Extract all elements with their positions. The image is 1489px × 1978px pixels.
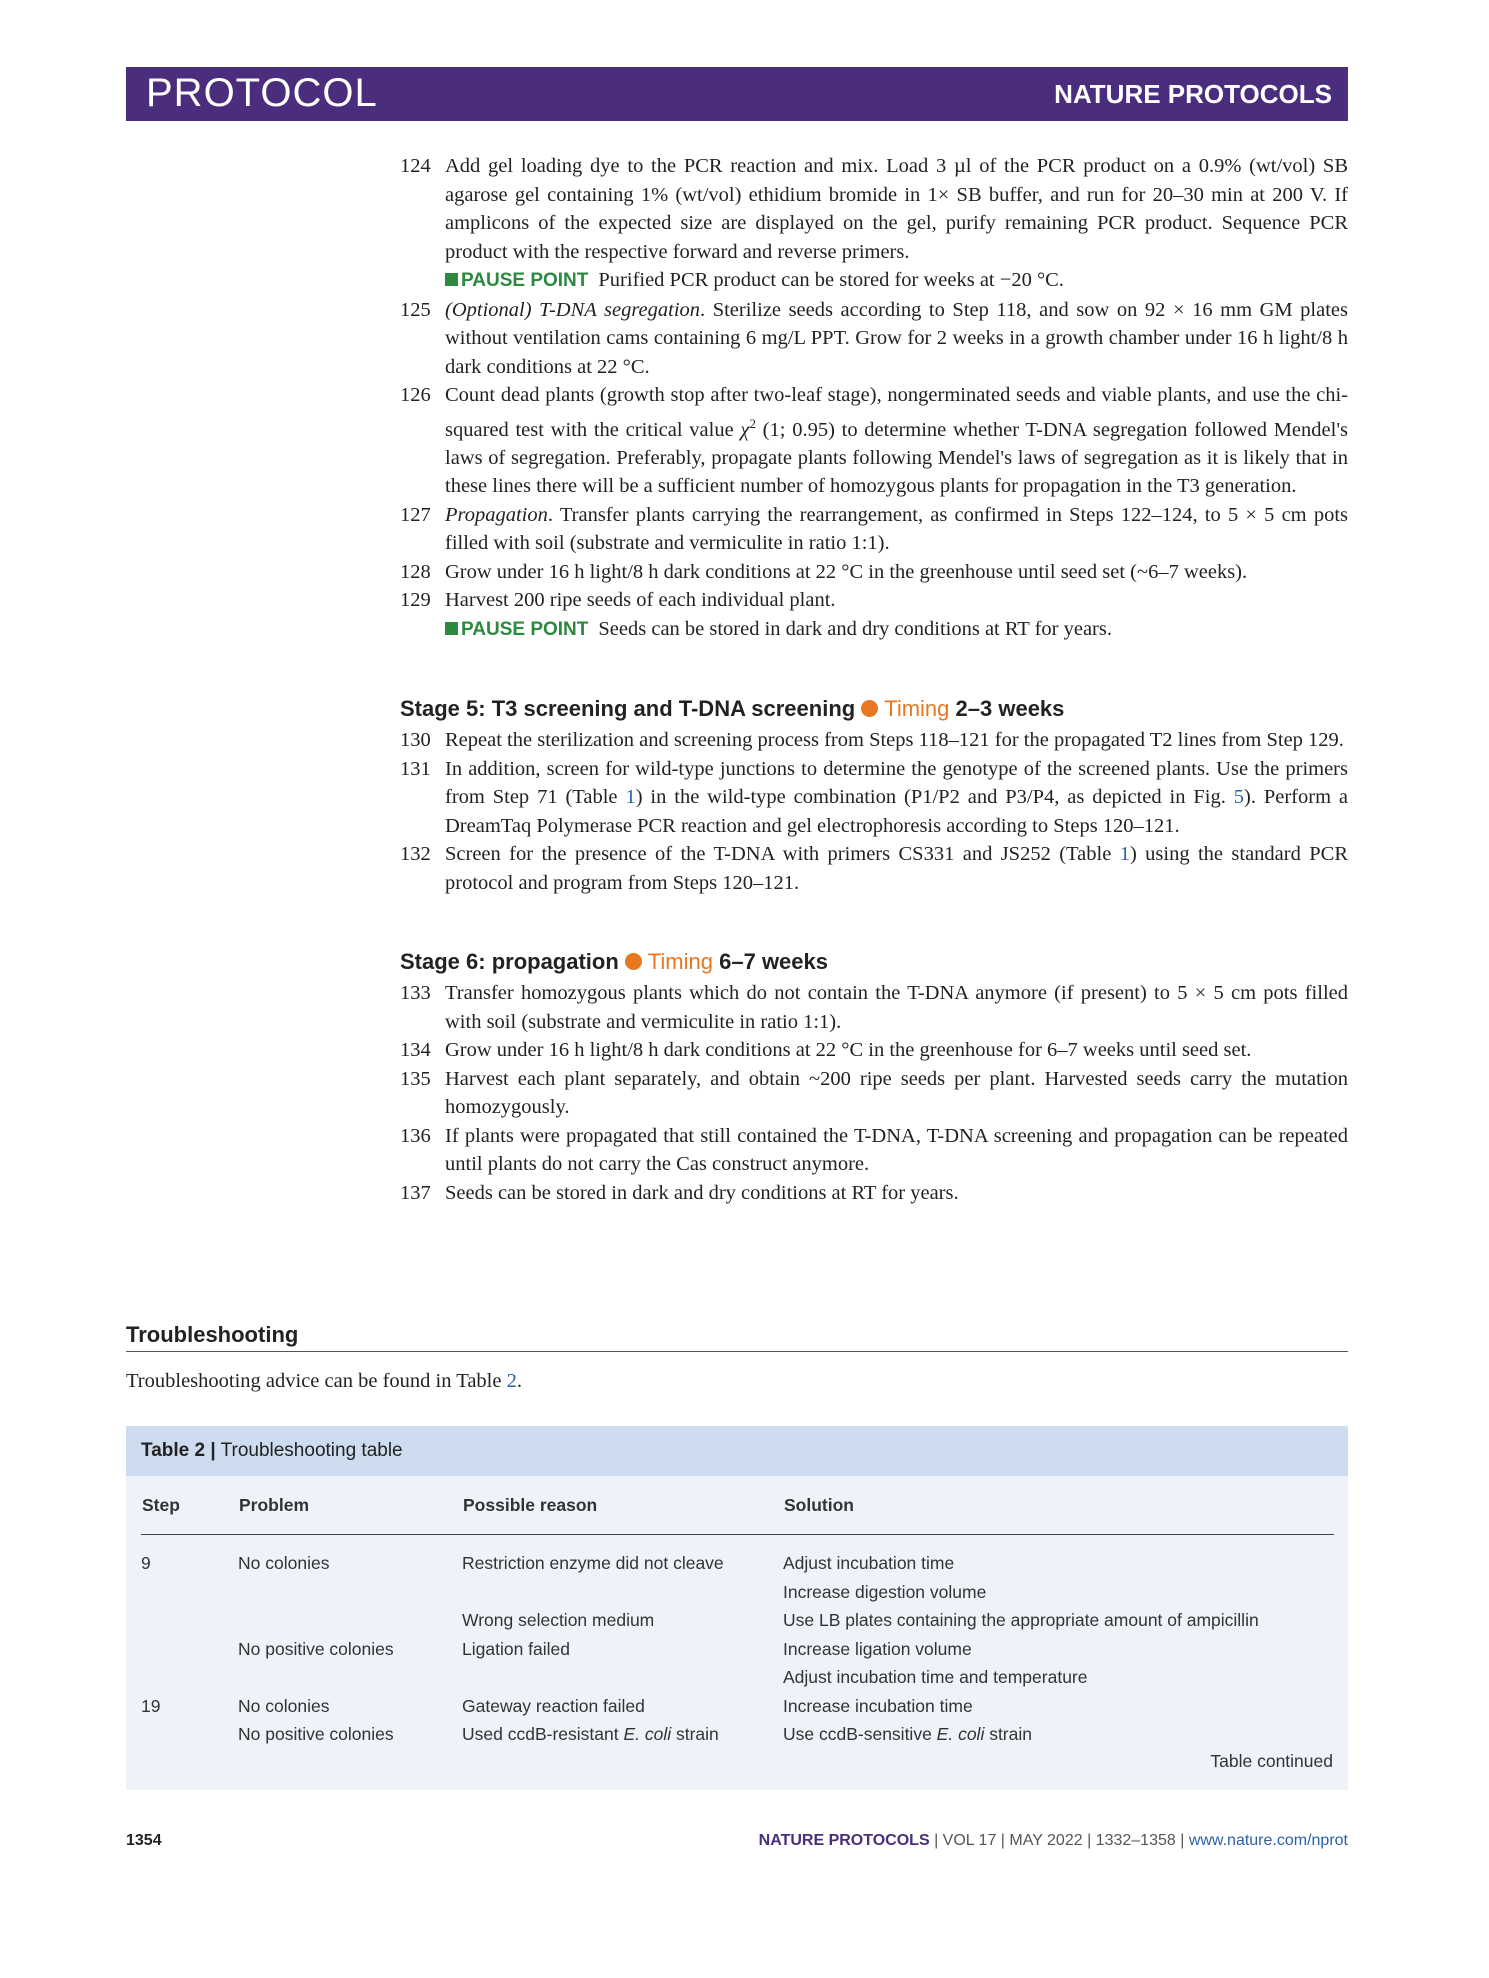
troubleshooting-heading: Troubleshooting [126,1322,1348,1352]
pause-square-icon [445,273,458,286]
step-129: 129 Harvest 200 ripe seeds of each individual plant. [400,589,836,612]
table-row: Increase digestion volume [783,1581,987,1602]
timing-dot-icon [625,953,642,970]
table-1-link[interactable]: 1 [1119,843,1130,866]
step-128: 128 Grow under 16 h light/8 h dark conditions at 22 °C in the greenhouse until seed set (~6–7 weeks). [400,560,1248,583]
section-label: PROTOCOL [146,71,378,115]
journal-url-link[interactable]: www.nature.com/nprot [1188,1832,1348,1849]
timing-dot-icon [861,700,878,717]
table-row: No positive colonies Used ccdB-resistant E. coli strain Use ccdB-sensitive E. coli strain [238,1724,1032,1744]
page-number: 1354 [126,1832,162,1849]
figure-5-link[interactable]: 5 [1233,786,1244,809]
step-126: 126 Count dead plants (growth stop after two-leaf stage), nongerminated seeds and viable plants, and use the chi-squared test with the critical value $\chi^2$ (1; 0.95) to determine whether T-DNA segregation followed Mendel's laws of segregation. Preferably, propagate plants following Mendel's laws of segregation as it is likely that in these lines there will be a sufficient number of homozygous plants for propagation in the T3 generation. [400,384,1348,498]
step-133: 133 Transfer homozygous plants which do not contain the T-DNA anymore (if present) to 5 × 5 cm pots filled with soil (substrate and vermiculite in ratio 1:1). [400,982,1348,1033]
table-grid [141,1476,1334,1749]
pause-point-1: PAUSE POINT Purified PCR product can be stored for weeks at −20 °C. [400,266,1348,296]
col-header-step: Step [141,1476,238,1535]
pause-point-2: PAUSE POINT Seeds can be stored in dark and dry conditions at RT for years. [400,615,1348,645]
table-row: 9 No colonies Restriction enzyme did not cleave Adjust incubation time [141,1553,955,1573]
step-130: 130 Repeat the sterilization and screening process from Steps 118–121 for the propagated T2 lines from Step 129. [400,729,1344,752]
table-continued-note: Table continued [1210,1751,1333,1771]
stage-6-heading: Stage 6: propagation Timing 6–7 weeks [400,949,828,975]
table-row: No positive colonies Ligation failed Increase ligation volume [238,1638,972,1659]
col-header-solution: Solution [783,1476,1334,1535]
step-134: 134 Grow under 16 h light/8 h dark conditions at 22 °C in the greenhouse for 6–7 weeks until seed set. [400,1039,1252,1062]
table-1-link[interactable]: 1 [625,786,636,809]
step-125: 125 (Optional) T-DNA segregation. Sterilize seeds according to Step 118, and sow on 92 × 16 mm GM plates without ventilation cams containing 6 mg/L PPT. Grow for 2 weeks in a growth chamber under 16 h light/8 h dark conditions at 22 °C. [400,298,1348,378]
table-title: Table 2 | Troubleshooting table [126,1426,1348,1476]
step-136: 136 If plants were propagated that still contained the T-DNA, T-DNA screening and propagation can be repeated until plants do not carry the Cas construct anymore. [400,1124,1348,1176]
step-132: 132 Screen for the presence of the T-DNA with primers CS331 and JS252 (Table 1) using the standard PCR protocol and program from Steps 120–121. [400,843,1348,894]
col-header-reason: Possible reason [462,1476,783,1535]
page-header [126,67,1348,121]
step-137: 137 Seeds can be stored in dark and dry conditions at RT for years. [400,1181,959,1204]
journal-name: NATURE PROTOCOLS [1054,79,1332,109]
step-127: 127 Propagation. Transfer plants carrying the rearrangement, as confirmed in Steps 122–124, to 5 × 5 cm pots filled with soil (substrate and vermiculite in ratio 1:1). [400,503,1348,555]
table-row: Wrong selection medium Use LB plates containing the appropriate amount of ampicillin [462,1610,1259,1630]
table-2-link[interactable]: 2 [506,1370,517,1392]
step-135: 135 Harvest each plant separately, and obtain ~200 ripe seeds per plant. Harvested seeds carry the mutation homozygously. [400,1067,1348,1119]
stage-5-heading: Stage 5: T3 screening and T-DNA screening Timing 2–3 weeks [400,696,1065,722]
step-124: 124 Add gel loading dye to the PCR reaction and mix. Load 3 µl of the PCR product on a 0.9% (wt/vol) SB agarose gel containing 1% (wt/vol) ethidium bromide in 1× SB buffer, and run for 20–30 min at 200 V. If amplicons of the expected size are displayed on the gel, purify remaining PCR product. Sequence PCR product with the respective forward and reverse primers. [400,155,1348,263]
pause-square-icon [445,622,458,635]
step-131: 131 In addition, screen for wild-type junctions to determine the genotype of the screened plants. Use the primers from Step 71 (Table 1) in the wild-type combination (P1/P2 and P3/P4, as depicted in Fig. 5). Perform a DreamTaq Polymerase PCR reaction and gel electrophoresis according to Steps 120–121. [400,757,1349,837]
troubleshooting-text: Troubleshooting advice can be found in Table 2. [126,1370,522,1392]
procedure-body [400,152,1348,1207]
col-header-problem: Problem [238,1476,462,1535]
table-row: Adjust incubation time and temperature [783,1667,1088,1687]
footer-citation: NATURE PROTOCOLS | VOL 17 | MAY 2022 | 1332–1358 | www.nature.com/nprot [758,1832,1348,1849]
troubleshooting-table [126,1426,1348,1790]
table-row: 19 No colonies Gateway reaction failed Increase incubation time [141,1695,973,1716]
